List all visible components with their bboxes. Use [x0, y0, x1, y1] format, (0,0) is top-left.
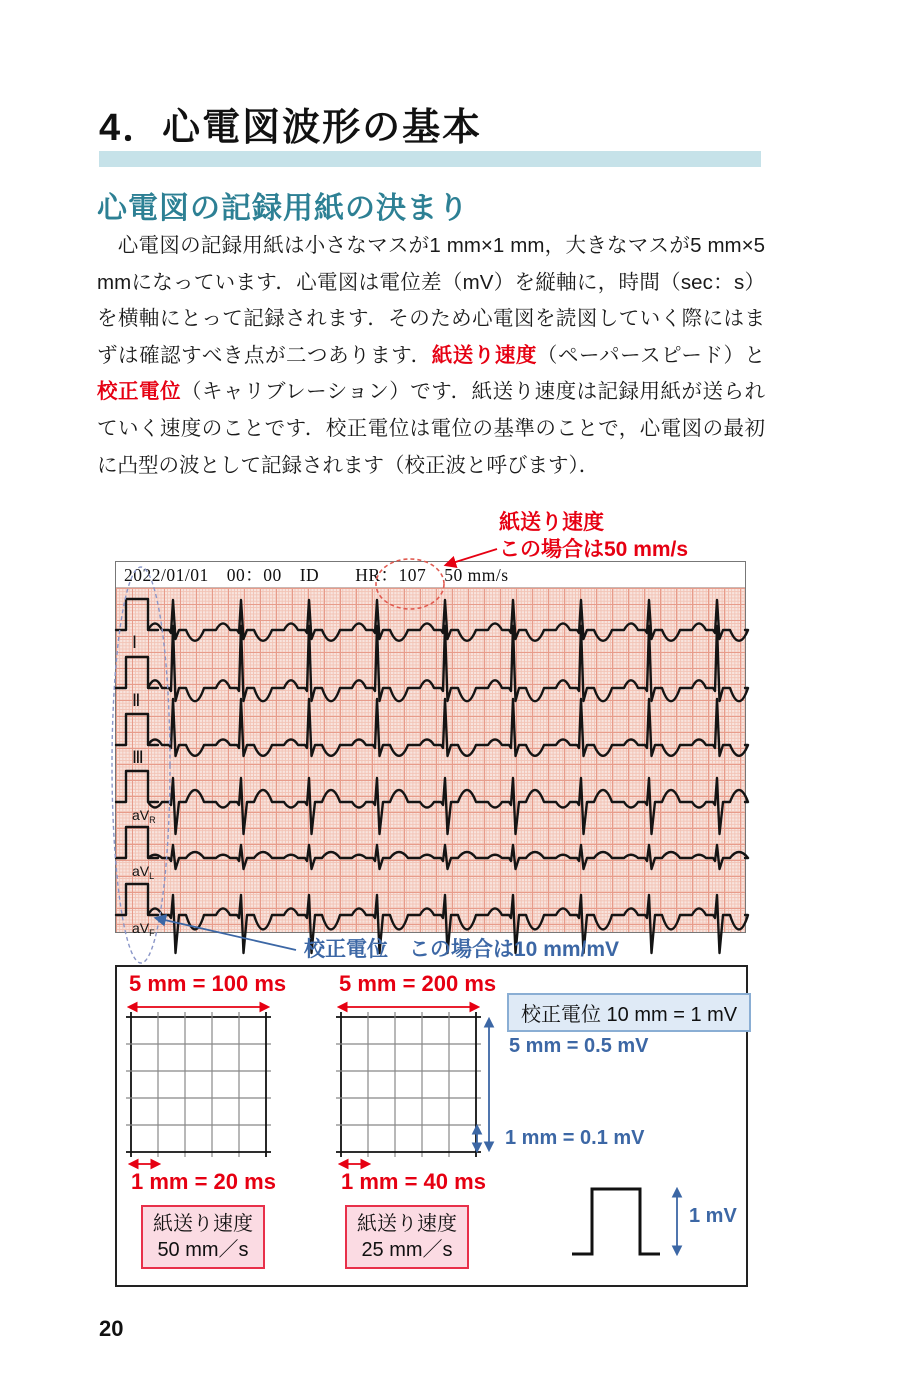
chapter-title: 4．心電図波形の基本 [99, 107, 483, 149]
ecg-traces [116, 588, 745, 938]
body-segment: 紙送り速度 [431, 343, 537, 367]
title-underline-bar [99, 151, 761, 167]
scale-diagram-box [115, 965, 748, 1287]
ecg-lead-label: Ⅲ [132, 748, 144, 767]
paper-speed-box-25 [345, 1205, 469, 1269]
body-segment: （キャリブレーション）です．紙送り速度は記録用紙が送られていく速度のことです．校正電位は電位の基準のことで，心電図の最初に凸型の波として記録されます（校正波と呼びます）． [97, 380, 766, 477]
page-number: 20 [99, 1316, 124, 1341]
ecg-strip-panel [115, 561, 746, 938]
paper-speed-note-line1: 紙送り速度 [499, 511, 604, 534]
calibration-note: 校正電位 この場合は10 mm/mV [304, 938, 620, 961]
body-segment: 校正電位 [97, 380, 181, 404]
body-segment: （ペーパースピード）と [536, 343, 766, 367]
paper-speed-box-50-line2: 50 mm／s [157, 1239, 249, 1261]
ecg-lead-label: Ⅰ [132, 633, 138, 652]
ecg-lead-trace [116, 771, 748, 834]
grid2-top-label: 5 mm = 200 ms [339, 971, 497, 996]
paper-speed-box-25-line1: 紙送り速度 [357, 1213, 457, 1235]
paper-speed-box-25-line2: 25 mm／s [361, 1239, 453, 1261]
ecg-lead-trace [116, 599, 748, 641]
one-mv-label: 1 mV [689, 1205, 737, 1227]
body-segment: 心電図の記録用紙は小さなマスが1 mm×1 mm，大きなマスが5 mm×5 mmになっています．心電図は電位差（mV）を縦軸に，時間（sec：s）を横軸にとって記録されます．そのため心電図を読図していく際にはまずは確認すべき点が二つあります． [97, 234, 765, 367]
body-paragraph [97, 228, 765, 484]
ecg-lead-trace [116, 699, 748, 756]
grid1-bottom-label: 1 mm = 20 ms [131, 1169, 276, 1194]
ecg-lead-label: $aV_L$ [132, 863, 155, 881]
paper-speed-note-line2: この場合は50 mm/s [499, 538, 689, 561]
section-heading: 心電図の記録用紙の決まり [97, 192, 469, 225]
paper-speed-box-50 [141, 1205, 265, 1269]
calibration-pulse-wave [572, 1189, 660, 1254]
ecg-lead-label: Ⅱ [132, 691, 141, 710]
grid2-bottom-label: 1 mm = 40 ms [341, 1169, 486, 1194]
ecg-header-text: 2022/01/01 00：00 ID HR：107 50 mm/s [116, 562, 745, 588]
ecg-grid-paper [116, 588, 745, 938]
paper-speed-box-50-line1: 紙送り速度 [153, 1213, 253, 1235]
five-mm-label: 5 mm = 0.5 mV [509, 1035, 649, 1057]
ecg-lead-label: $aV_R$ [132, 807, 156, 825]
one-mm-label: 1 mm = 0.1 mV [505, 1127, 645, 1149]
calibration-voltage-box: 校正電位 10 mm = 1 mV [507, 993, 751, 1032]
ecg-lead-label: $aV_F$ [132, 920, 155, 938]
grid1-top-label: 5 mm = 100 ms [129, 971, 287, 996]
ecg-lead-trace [116, 827, 748, 869]
